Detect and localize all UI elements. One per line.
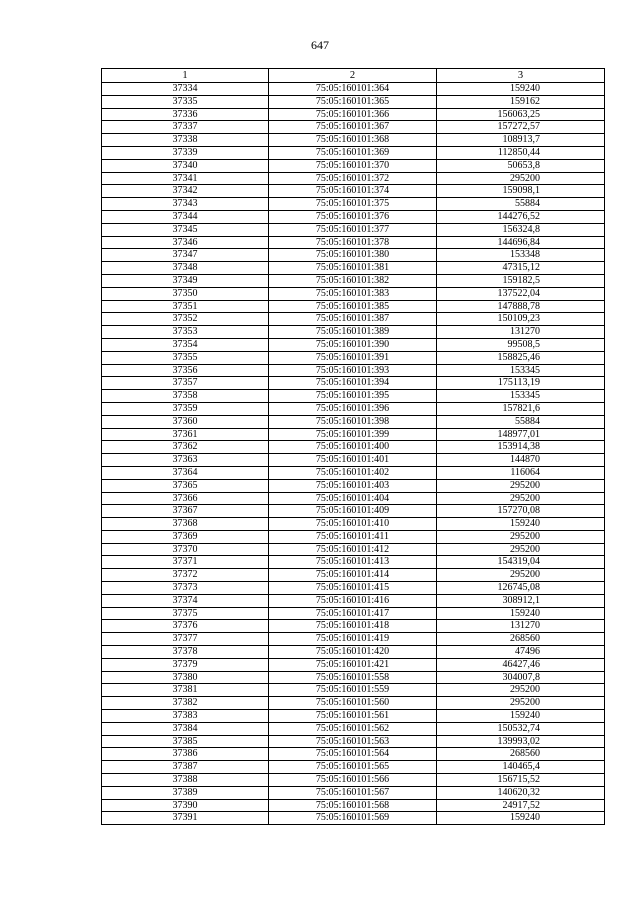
value-cell: 295200 xyxy=(437,530,605,543)
cadastral-number-cell: 75:05:160101:414 xyxy=(269,569,437,582)
table-row xyxy=(102,774,605,787)
value-cell: 50653,8 xyxy=(437,159,605,172)
row-number-cell: 37336 xyxy=(102,108,269,121)
value-cell: 24917,52 xyxy=(437,799,605,812)
table-row xyxy=(102,812,605,825)
row-number-cell: 37376 xyxy=(102,620,269,633)
table-row xyxy=(102,249,605,262)
value-cell: 55884 xyxy=(437,415,605,428)
table-row xyxy=(102,748,605,761)
cadastral-number-cell: 75:05:160101:412 xyxy=(269,543,437,556)
table-row xyxy=(102,479,605,492)
cadastral-number-cell: 75:05:160101:399 xyxy=(269,428,437,441)
row-number-cell: 37377 xyxy=(102,633,269,646)
row-number-cell: 37386 xyxy=(102,748,269,761)
value-cell: 150532,74 xyxy=(437,722,605,735)
table-header xyxy=(102,69,605,83)
value-cell: 144870 xyxy=(437,454,605,467)
row-number-cell: 37388 xyxy=(102,774,269,787)
table-row xyxy=(102,300,605,313)
value-cell: 116064 xyxy=(437,466,605,479)
cadastral-number-cell: 75:05:160101:566 xyxy=(269,774,437,787)
table-row xyxy=(102,530,605,543)
row-number-cell: 37369 xyxy=(102,530,269,543)
table-row xyxy=(102,185,605,198)
cadastral-number-cell: 75:05:160101:375 xyxy=(269,198,437,211)
value-cell: 55884 xyxy=(437,198,605,211)
value-cell: 153914,38 xyxy=(437,441,605,454)
table-row xyxy=(102,722,605,735)
row-number-cell: 37371 xyxy=(102,556,269,569)
row-number-cell: 37378 xyxy=(102,646,269,659)
table-row xyxy=(102,159,605,172)
cadastral-number-cell: 75:05:160101:420 xyxy=(269,646,437,659)
cadastral-number-cell: 75:05:160101:558 xyxy=(269,671,437,684)
table-row xyxy=(102,607,605,620)
value-cell: 295200 xyxy=(437,172,605,185)
cadastral-number-cell: 75:05:160101:565 xyxy=(269,761,437,774)
value-cell: 139993,02 xyxy=(437,735,605,748)
table-row xyxy=(102,646,605,659)
table-row xyxy=(102,326,605,339)
value-cell: 137522,04 xyxy=(437,287,605,300)
cadastral-number-cell: 75:05:160101:415 xyxy=(269,582,437,595)
table-row xyxy=(102,402,605,415)
value-cell: 159098,1 xyxy=(437,185,605,198)
table-row xyxy=(102,441,605,454)
cadastral-number-cell: 75:05:160101:564 xyxy=(269,748,437,761)
value-cell: 112850,44 xyxy=(437,146,605,159)
table-row xyxy=(102,492,605,505)
value-cell: 159162 xyxy=(437,95,605,108)
cadastral-number-cell: 75:05:160101:390 xyxy=(269,338,437,351)
row-number-cell: 37365 xyxy=(102,479,269,492)
row-number-cell: 37342 xyxy=(102,185,269,198)
row-number-cell: 37360 xyxy=(102,415,269,428)
table-row xyxy=(102,146,605,159)
table-row xyxy=(102,658,605,671)
cadastral-number-cell: 75:05:160101:559 xyxy=(269,684,437,697)
table-row xyxy=(102,172,605,185)
cadastral-number-cell: 75:05:160101:381 xyxy=(269,262,437,275)
cadastral-number-cell: 75:05:160101:560 xyxy=(269,697,437,710)
row-number-cell: 37341 xyxy=(102,172,269,185)
table-row xyxy=(102,287,605,300)
row-number-cell: 37390 xyxy=(102,799,269,812)
row-number-cell: 37359 xyxy=(102,402,269,415)
cadastral-number-cell: 75:05:160101:411 xyxy=(269,530,437,543)
cadastral-number-cell: 75:05:160101:372 xyxy=(269,172,437,185)
table-row xyxy=(102,313,605,326)
table-row xyxy=(102,569,605,582)
cadastral-number-cell: 75:05:160101:402 xyxy=(269,466,437,479)
row-number-cell: 37339 xyxy=(102,146,269,159)
header-col-3: 3 xyxy=(437,69,605,83)
cadastral-number-cell: 75:05:160101:563 xyxy=(269,735,437,748)
table-row xyxy=(102,633,605,646)
value-cell: 140620,32 xyxy=(437,786,605,799)
value-cell: 147888,78 xyxy=(437,300,605,313)
row-number-cell: 37345 xyxy=(102,223,269,236)
cadastral-number-cell: 75:05:160101:403 xyxy=(269,479,437,492)
cadastral-number-cell: 75:05:160101:382 xyxy=(269,274,437,287)
table-row xyxy=(102,786,605,799)
row-number-cell: 37364 xyxy=(102,466,269,479)
header-col-1: 1 xyxy=(102,69,269,83)
row-number-cell: 37350 xyxy=(102,287,269,300)
value-cell: 47496 xyxy=(437,646,605,659)
row-number-cell: 37374 xyxy=(102,594,269,607)
value-cell: 159240 xyxy=(437,518,605,531)
row-number-cell: 37367 xyxy=(102,505,269,518)
cadastral-number-cell: 75:05:160101:380 xyxy=(269,249,437,262)
row-number-cell: 37349 xyxy=(102,274,269,287)
value-cell: 159240 xyxy=(437,83,605,96)
table-row xyxy=(102,466,605,479)
cadastral-number-cell: 75:05:160101:413 xyxy=(269,556,437,569)
row-number-cell: 37361 xyxy=(102,428,269,441)
row-number-cell: 37382 xyxy=(102,697,269,710)
value-cell: 153345 xyxy=(437,364,605,377)
table-row xyxy=(102,351,605,364)
value-cell: 295200 xyxy=(437,492,605,505)
row-number-cell: 37387 xyxy=(102,761,269,774)
value-cell: 156324,8 xyxy=(437,223,605,236)
row-number-cell: 37373 xyxy=(102,582,269,595)
cadastral-number-cell: 75:05:160101:421 xyxy=(269,658,437,671)
table-row xyxy=(102,556,605,569)
row-number-cell: 37362 xyxy=(102,441,269,454)
cadastral-number-cell: 75:05:160101:410 xyxy=(269,518,437,531)
cadastral-number-cell: 75:05:160101:394 xyxy=(269,377,437,390)
registry-table xyxy=(101,68,605,825)
table-row xyxy=(102,543,605,556)
cadastral-number-cell: 75:05:160101:387 xyxy=(269,313,437,326)
row-number-cell: 37384 xyxy=(102,722,269,735)
value-cell: 308912,1 xyxy=(437,594,605,607)
value-cell: 154319,04 xyxy=(437,556,605,569)
table-row xyxy=(102,620,605,633)
value-cell: 126745,08 xyxy=(437,582,605,595)
value-cell: 295200 xyxy=(437,569,605,582)
row-number-cell: 37348 xyxy=(102,262,269,275)
cadastral-number-cell: 75:05:160101:396 xyxy=(269,402,437,415)
table-row xyxy=(102,518,605,531)
value-cell: 295200 xyxy=(437,697,605,710)
row-number-cell: 37335 xyxy=(102,95,269,108)
value-cell: 295200 xyxy=(437,543,605,556)
cadastral-number-cell: 75:05:160101:374 xyxy=(269,185,437,198)
table-row xyxy=(102,710,605,723)
value-cell: 157270,08 xyxy=(437,505,605,518)
row-number-cell: 37379 xyxy=(102,658,269,671)
row-number-cell: 37340 xyxy=(102,159,269,172)
table-row xyxy=(102,428,605,441)
cadastral-number-cell: 75:05:160101:378 xyxy=(269,236,437,249)
row-number-cell: 37383 xyxy=(102,710,269,723)
table-row xyxy=(102,274,605,287)
table-row xyxy=(102,684,605,697)
value-cell: 153345 xyxy=(437,390,605,403)
table-row xyxy=(102,671,605,684)
value-cell: 153348 xyxy=(437,249,605,262)
table-row xyxy=(102,415,605,428)
table-row xyxy=(102,223,605,236)
row-number-cell: 37381 xyxy=(102,684,269,697)
table-row xyxy=(102,95,605,108)
value-cell: 108913,7 xyxy=(437,134,605,147)
value-cell: 46427,46 xyxy=(437,658,605,671)
row-number-cell: 37338 xyxy=(102,134,269,147)
cadastral-number-cell: 75:05:160101:416 xyxy=(269,594,437,607)
row-number-cell: 37337 xyxy=(102,121,269,134)
table-row xyxy=(102,338,605,351)
table-row xyxy=(102,134,605,147)
row-number-cell: 37346 xyxy=(102,236,269,249)
row-number-cell: 37353 xyxy=(102,326,269,339)
row-number-cell: 37363 xyxy=(102,454,269,467)
cadastral-number-cell: 75:05:160101:409 xyxy=(269,505,437,518)
value-cell: 268560 xyxy=(437,633,605,646)
table-row xyxy=(102,390,605,403)
value-cell: 140465,4 xyxy=(437,761,605,774)
row-number-cell: 37343 xyxy=(102,198,269,211)
row-number-cell: 37366 xyxy=(102,492,269,505)
value-cell: 268560 xyxy=(437,748,605,761)
value-cell: 159182,5 xyxy=(437,274,605,287)
value-cell: 159240 xyxy=(437,812,605,825)
header-row xyxy=(102,69,605,83)
cadastral-number-cell: 75:05:160101:404 xyxy=(269,492,437,505)
row-number-cell: 37380 xyxy=(102,671,269,684)
cadastral-number-cell: 75:05:160101:383 xyxy=(269,287,437,300)
table-row xyxy=(102,505,605,518)
table-row xyxy=(102,364,605,377)
row-number-cell: 37347 xyxy=(102,249,269,262)
cadastral-number-cell: 75:05:160101:417 xyxy=(269,607,437,620)
row-number-cell: 37375 xyxy=(102,607,269,620)
table-row xyxy=(102,83,605,96)
cadastral-number-cell: 75:05:160101:562 xyxy=(269,722,437,735)
value-cell: 99508,5 xyxy=(437,338,605,351)
cadastral-number-cell: 75:05:160101:364 xyxy=(269,83,437,96)
value-cell: 159240 xyxy=(437,607,605,620)
row-number-cell: 37356 xyxy=(102,364,269,377)
table-row xyxy=(102,210,605,223)
row-number-cell: 37358 xyxy=(102,390,269,403)
table-row xyxy=(102,735,605,748)
value-cell: 159240 xyxy=(437,710,605,723)
cadastral-number-cell: 75:05:160101:365 xyxy=(269,95,437,108)
cadastral-number-cell: 75:05:160101:377 xyxy=(269,223,437,236)
cadastral-number-cell: 75:05:160101:400 xyxy=(269,441,437,454)
header-col-2: 2 xyxy=(269,69,437,83)
cadastral-number-cell: 75:05:160101:418 xyxy=(269,620,437,633)
row-number-cell: 37391 xyxy=(102,812,269,825)
row-number-cell: 37354 xyxy=(102,338,269,351)
cadastral-number-cell: 75:05:160101:367 xyxy=(269,121,437,134)
table-row xyxy=(102,377,605,390)
table-row xyxy=(102,594,605,607)
row-number-cell: 37352 xyxy=(102,313,269,326)
row-number-cell: 37355 xyxy=(102,351,269,364)
cadastral-number-cell: 75:05:160101:376 xyxy=(269,210,437,223)
row-number-cell: 37334 xyxy=(102,83,269,96)
value-cell: 131270 xyxy=(437,326,605,339)
table-row xyxy=(102,697,605,710)
value-cell: 148977,01 xyxy=(437,428,605,441)
value-cell: 144696,84 xyxy=(437,236,605,249)
value-cell: 156715,52 xyxy=(437,774,605,787)
value-cell: 175113,19 xyxy=(437,377,605,390)
value-cell: 304007,8 xyxy=(437,671,605,684)
cadastral-number-cell: 75:05:160101:401 xyxy=(269,454,437,467)
value-cell: 47315,12 xyxy=(437,262,605,275)
value-cell: 144276,52 xyxy=(437,210,605,223)
cadastral-number-cell: 75:05:160101:567 xyxy=(269,786,437,799)
cadastral-number-cell: 75:05:160101:391 xyxy=(269,351,437,364)
row-number-cell: 37351 xyxy=(102,300,269,313)
value-cell: 156063,25 xyxy=(437,108,605,121)
table-row xyxy=(102,761,605,774)
row-number-cell: 37389 xyxy=(102,786,269,799)
cadastral-number-cell: 75:05:160101:393 xyxy=(269,364,437,377)
row-number-cell: 37370 xyxy=(102,543,269,556)
table-row xyxy=(102,582,605,595)
cadastral-number-cell: 75:05:160101:398 xyxy=(269,415,437,428)
page-number: 647 xyxy=(311,38,329,52)
table-row xyxy=(102,198,605,211)
table-row xyxy=(102,799,605,812)
value-cell: 131270 xyxy=(437,620,605,633)
value-cell: 295200 xyxy=(437,479,605,492)
row-number-cell: 37368 xyxy=(102,518,269,531)
value-cell: 157272,57 xyxy=(437,121,605,134)
row-number-cell: 37357 xyxy=(102,377,269,390)
table-row xyxy=(102,454,605,467)
cadastral-number-cell: 75:05:160101:569 xyxy=(269,812,437,825)
cadastral-number-cell: 75:05:160101:561 xyxy=(269,710,437,723)
cadastral-number-cell: 75:05:160101:389 xyxy=(269,326,437,339)
table-row xyxy=(102,262,605,275)
cadastral-number-cell: 75:05:160101:369 xyxy=(269,146,437,159)
row-number-cell: 37372 xyxy=(102,569,269,582)
cadastral-number-cell: 75:05:160101:368 xyxy=(269,134,437,147)
row-number-cell: 37385 xyxy=(102,735,269,748)
value-cell: 150109,23 xyxy=(437,313,605,326)
cadastral-number-cell: 75:05:160101:419 xyxy=(269,633,437,646)
value-cell: 157821,6 xyxy=(437,402,605,415)
row-number-cell: 37344 xyxy=(102,210,269,223)
cadastral-number-cell: 75:05:160101:385 xyxy=(269,300,437,313)
table-body xyxy=(102,83,605,825)
table-row xyxy=(102,121,605,134)
cadastral-number-cell: 75:05:160101:568 xyxy=(269,799,437,812)
table-row xyxy=(102,108,605,121)
value-cell: 295200 xyxy=(437,684,605,697)
cadastral-number-cell: 75:05:160101:370 xyxy=(269,159,437,172)
cadastral-number-cell: 75:05:160101:366 xyxy=(269,108,437,121)
value-cell: 158825,46 xyxy=(437,351,605,364)
cadastral-number-cell: 75:05:160101:395 xyxy=(269,390,437,403)
table-row xyxy=(102,236,605,249)
